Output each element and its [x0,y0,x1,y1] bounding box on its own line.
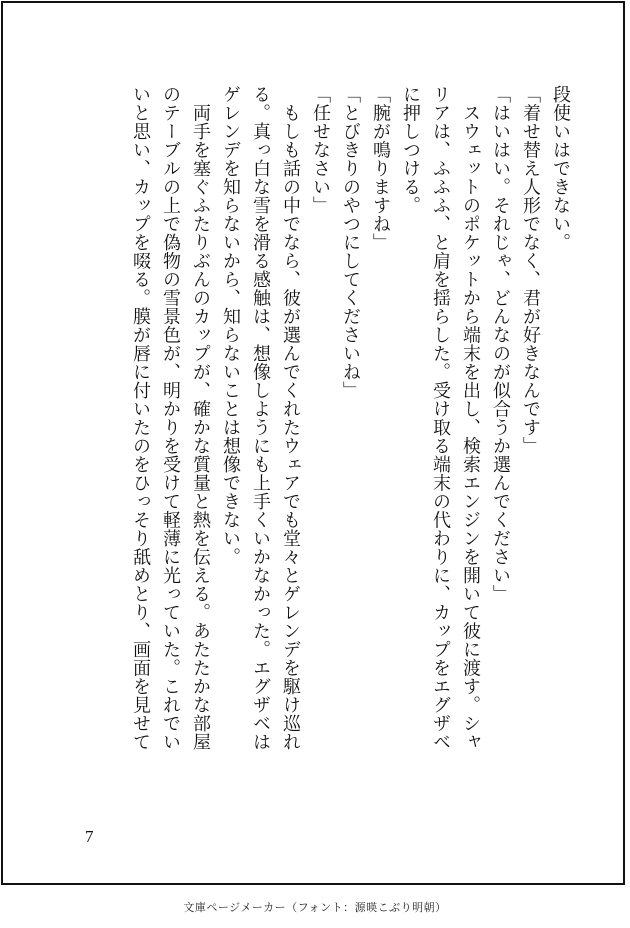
text-line: いと思い、カップを啜る。膜が唇に付いたのをひっそり舐めとり、画面を見せて [130,85,151,751]
text-line: る。真っ白な雪を滑る感触は、想像しようにも上手くいかなかった。エグザベは [250,85,271,751]
page-number: 7 [85,827,94,846]
text-line: 「とびきりのやつにしてくださいね」 [340,85,361,400]
text-line: 「腕が鳴りますね」 [370,85,391,252]
text-line: 両手を塞ぐふたりぶんのカップが、確かな質量と熱を伝える。あたたかな部屋 [190,85,211,751]
text-line: 「はいはい。それじゃ、どんなのが似合うか選んでください」 [490,85,511,603]
page-frame [1,1,625,885]
text-line: ゲレンデを知らないから、知らないことは想像できない。 [220,85,241,566]
vertical-body-text [125,85,575,793]
text-line: 「任せなさい」 [310,85,331,215]
text-line: 段使いはできない。 [550,85,571,252]
text-line: のテーブルの上で偽物の雪景色が、明かりを受けて軽薄に光っていた。これでい [160,85,181,751]
text-line: 「着せ替え人形でなく、君が好きなんです」 [520,85,541,455]
footer-caption: 文庫ページメーカー（フォント：源暎こぶり明朝） [183,901,447,914]
text-line: もしも話の中でなら、彼が選んでくれたウェアでも堂々とゲレンデを駆け巡れ [280,85,301,751]
text-line: に押しつける。 [400,85,421,215]
text-line: リアは、ふふふ、と肩を揺らした。受け取る端末の代わりに、カップをエグザベ [430,85,451,751]
text-line: スウェットのポケットから端末を出し、検索エンジンを開いて彼に渡す。シャ [460,85,481,751]
